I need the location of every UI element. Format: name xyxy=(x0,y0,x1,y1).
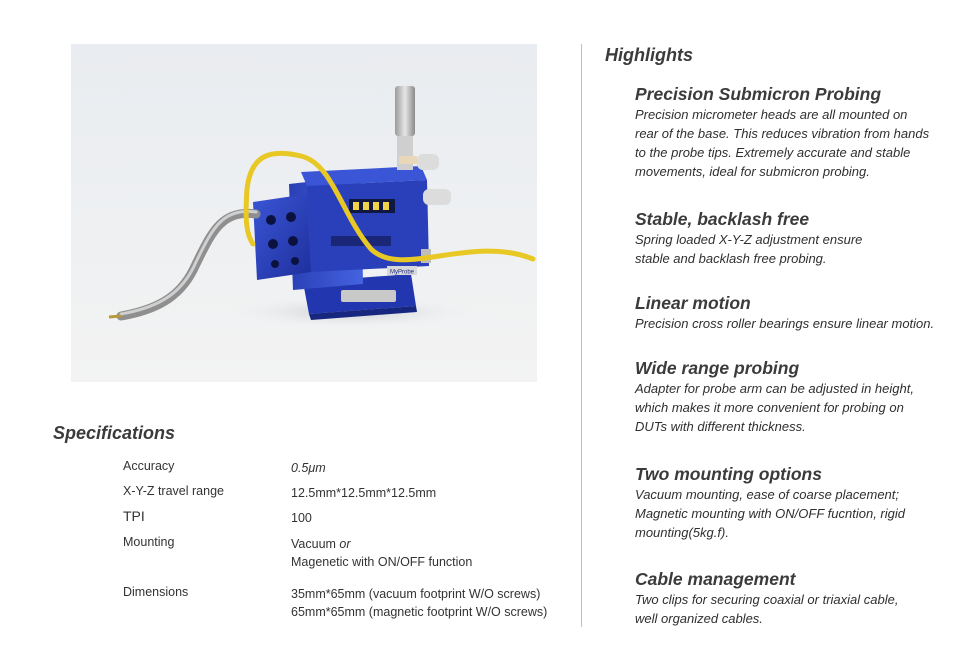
highlight-item xyxy=(635,83,975,181)
specifications-heading: Specifications xyxy=(53,423,176,443)
highlight-description: Two clips for securing coaxial or triaxial cable, well organized cables. xyxy=(635,592,899,626)
highlight-item xyxy=(635,463,975,542)
highlight-title: Wide range probing xyxy=(635,358,800,378)
product-photo xyxy=(71,44,537,382)
mounting-hole xyxy=(286,212,296,222)
probe-arm xyxy=(121,213,256,316)
spec-value: 0.5μm xyxy=(291,461,326,475)
highlight-title: Two mounting options xyxy=(635,464,822,484)
spec-value xyxy=(291,585,547,621)
spec-value-line: Magenetic with ON/OFF function xyxy=(291,555,473,569)
spec-value-line: 35mm*65mm (vacuum footprint W/O screws) xyxy=(291,587,541,601)
adjustment-knob xyxy=(417,154,439,170)
highlight-title: Cable management xyxy=(635,569,796,589)
mounting-hole xyxy=(271,260,279,268)
micrometer-head xyxy=(395,86,415,136)
magnetic-switch-lever xyxy=(341,290,396,302)
spec-value-line: Vacuum xyxy=(291,537,336,551)
spec-label: Dimensions xyxy=(123,585,189,599)
highlight-description: Adapter for probe arm can be adjusted in height, which makes it more convenient for probing on DUTs with different thickness. xyxy=(635,381,914,434)
highlight-description: Spring loaded X-Y-Z adjustment ensure stable and backlash free probing. xyxy=(635,232,863,266)
mounting-hole xyxy=(288,236,298,246)
highlight-title: Stable, backlash free xyxy=(635,209,810,229)
highlight-description: Vacuum mounting, ease of coarse placement; Magnetic mounting with ON/OFF fucntion, rigid mounting(5kg.f). xyxy=(635,487,905,540)
highlight-item xyxy=(635,357,975,436)
spec-value: 12.5mm*12.5mm*12.5mm xyxy=(291,486,437,500)
mounting-hole xyxy=(268,239,278,249)
highlight-title: Precision Submicron Probing xyxy=(635,84,882,104)
spec-label: TPI xyxy=(123,508,145,524)
highlight-description: Precision cross roller bearings ensure linear motion. xyxy=(635,316,935,331)
mounting-hole xyxy=(266,215,276,225)
probe-tip xyxy=(109,316,121,317)
spec-label: Mounting xyxy=(123,535,175,549)
mounting-hole xyxy=(291,257,299,265)
spec-value xyxy=(291,535,472,571)
front-block xyxy=(253,194,311,280)
adjustment-knob xyxy=(423,189,451,205)
spec-value-line: 65mm*65mm (magnetic footprint W/O screws) xyxy=(291,605,548,619)
highlights-heading: Highlights xyxy=(605,45,693,65)
highlight-description: Precision micrometer heads are all mounted on rear of the base. This reduces vibration from hands to the probe tips. Extremely accurate and stable movements, ideal for submicron probing. xyxy=(635,107,930,179)
spec-value-or: or xyxy=(339,537,351,551)
brand-mark-text: MyProbe xyxy=(389,269,415,276)
highlight-item xyxy=(635,208,975,268)
spec-label: X-Y-Z travel range xyxy=(123,484,224,498)
spec-value: 100 xyxy=(291,511,312,525)
highlight-item xyxy=(635,568,975,628)
highlight-item xyxy=(635,292,975,333)
spec-label: Accuracy xyxy=(123,459,175,473)
probe-positioner-illustration xyxy=(71,44,537,382)
highlight-title: Linear motion xyxy=(635,293,751,313)
vertical-divider xyxy=(581,44,582,627)
